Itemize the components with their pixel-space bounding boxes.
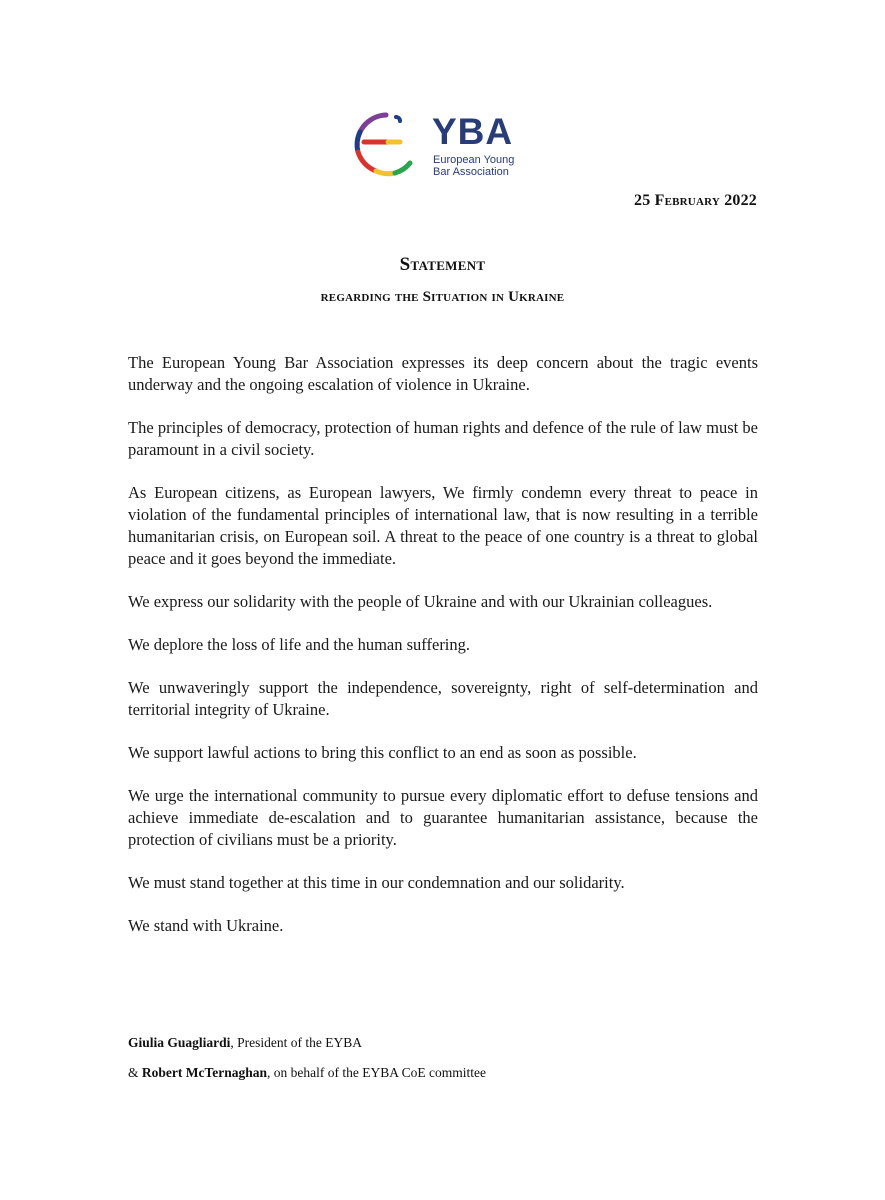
paragraph: We express our solidarity with the people of Ukraine and with our Ukrainian colleagues. [128,592,713,611]
logo-tagline-line2: Bar Association [433,166,509,178]
paragraph: We must stand together at this time in our condemnation and our solidarity. [128,873,625,892]
paragraph: We urge the international community to pursue every diplomatic effort to defuse tensions and achieve immediate de-escalation and to guarantee humanitarian assistance, because the protection of civilians must be a priority. [128,786,758,849]
signatory-role: , on behalf of the EYBA CoE committee [267,1065,486,1080]
statement-date: 25 February 2022 [634,192,757,209]
paragraph: We support lawful actions to bring this conflict to an end as soon as possible. [128,743,637,762]
paragraph: The principles of democracy, protection of human rights and defence of the rule of law must be paramount in a civil society. [128,418,758,459]
document-subtitle: regarding the Situation in Ukraine [320,289,565,305]
eyba-logo-mark-icon [350,105,440,180]
signature-line [128,1028,486,1058]
eyba-logo [350,105,550,180]
signature-block [128,1028,486,1088]
signatory-name: Giulia Guagliardi [128,1035,231,1050]
paragraph: We unwaveringly support the independence, sovereignty, right of self-determination and territorial integrity of Ukraine. [128,678,758,719]
paragraph: The European Young Bar Association expresses its deep concern about the tragic events underway and the ongoing escalation of violence in Ukraine. [128,353,758,394]
signatory-name: Robert McTernaghan [141,1065,268,1080]
signature-line [128,1058,486,1088]
paragraph: We stand with Ukraine. [128,916,284,935]
signature-prefix: & [128,1065,142,1080]
statement-body [128,352,758,958]
logo-tagline-line1: European Young [433,154,515,166]
paragraph: We deplore the loss of life and the human suffering. [128,635,471,654]
signatory-role: , President of the EYBA [230,1035,363,1050]
document-title: Statement [399,254,486,275]
paragraph: As European citizens, as European lawyers, We firmly condemn every threat to peace in violation of the fundamental principles of international law, that is now resulting in a terrible humanitarian crisis, on European soil. A threat to the peace of one country is a threat to global peace and it goes beyond the immediate. [128,483,758,568]
logo-acronym: YBA [432,111,514,152]
